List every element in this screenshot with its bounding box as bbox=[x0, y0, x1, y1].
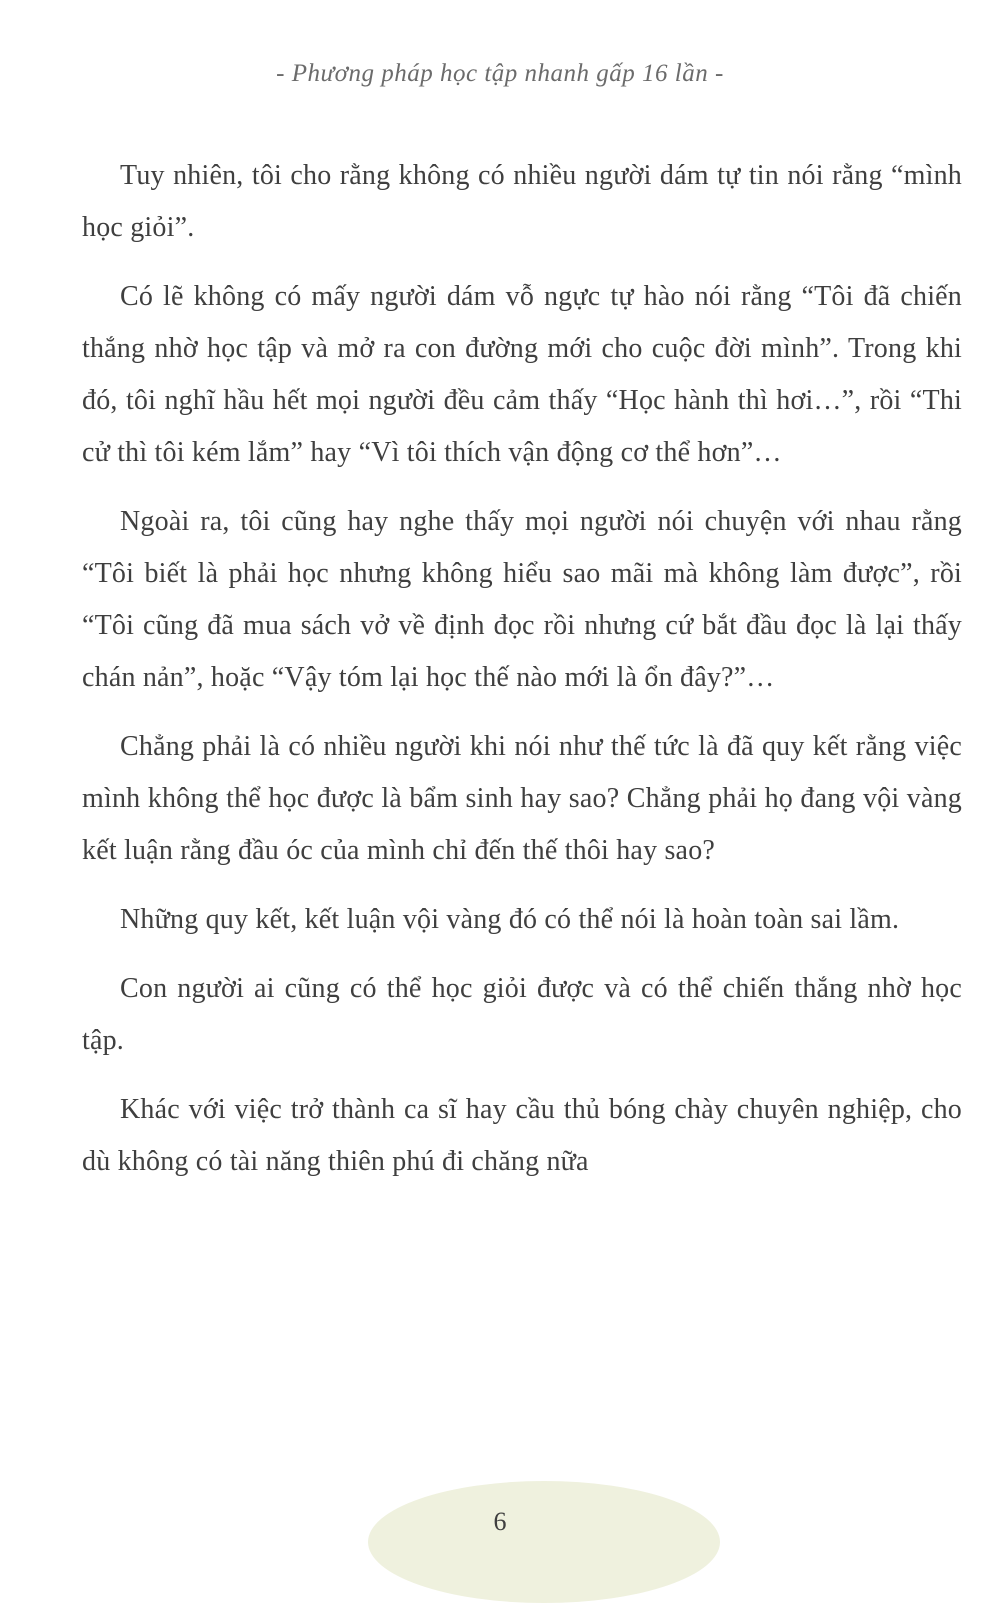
paragraph-5: Những quy kết, kết luận vội vàng đó có thể nói là hoàn toàn sai lầm. bbox=[120, 904, 900, 935]
paragraph-1: Tuy nhiên, tôi cho rằng không có nhiều người dám tự tin nói rằng “mình học giỏi”. bbox=[82, 160, 962, 243]
paragraph-4: Chẳng phải là có nhiều người khi nói như thế tức là đã quy kết rằng việc mình không thể học được là bẩm sinh hay sao? Chẳng phải họ đang vội vàng kết luận rằng đầu óc của mình chỉ đến thế thôi hay sao? bbox=[82, 731, 962, 866]
page-number: 6 bbox=[493, 1507, 507, 1536]
paragraph-7: Khác với việc trở thành ca sĩ hay cầu thủ bóng chày chuyên nghiệp, cho dù không có tài năng thiên phú đi chăng nữa bbox=[82, 1094, 962, 1177]
paragraph-2: Có lẽ không có mấy người dám vỗ ngực tự hào nói rằng “Tôi đã chiến thắng nhờ học tập và mở ra con đường mới cho cuộc đời mình”. Trong khi đó, tôi nghĩ hầu hết mọi người đều cảm thấy “Học hành thì hơi…”, rồi “Thi cử thì tôi kém lắm” hay “Vì tôi thích vận động cơ thể hơn”… bbox=[82, 281, 962, 468]
paragraph-3: Ngoài ra, tôi cũng hay nghe thấy mọi người nói chuyện với nhau rằng “Tôi biết là phải học nhưng không hiểu sao mãi mà không làm được”, rồi “Tôi cũng đã mua sách vở về định đọc rồi nhưng cứ bắt đầu đọc là lại thấy chán nản”, hoặc “Vậy tóm lại học thế nào mới là ổn đây?”… bbox=[82, 506, 962, 693]
running-header: - Phương pháp học tập nhanh gấp 16 lần - bbox=[276, 60, 724, 87]
decorative-blob bbox=[368, 1481, 720, 1603]
paragraph-6: Con người ai cũng có thể học giỏi được và có thể chiến thắng nhờ học tập. bbox=[82, 973, 962, 1056]
page-content bbox=[82, 150, 962, 1205]
